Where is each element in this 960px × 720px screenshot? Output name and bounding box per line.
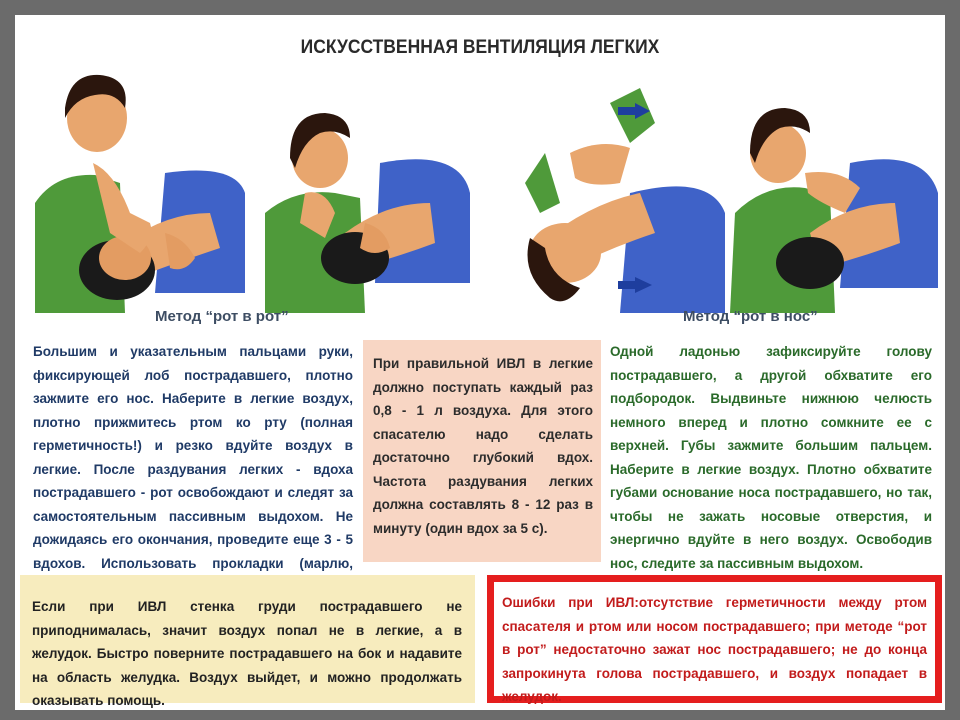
method-mouth-to-mouth-label: Метод “рот в рот” — [155, 308, 289, 325]
poster-title: ИСКУССТВЕННАЯ ВЕНТИЛЯЦИЯ ЛЕГКИХ — [300, 37, 660, 58]
stomach-air-note-box — [20, 575, 475, 708]
poster — [15, 15, 945, 710]
errors-text: Ошибки при ИВЛ:отсутствие герметичности между ртом спасателя и ртом или носом пострадавшего; при методе “рот в рот” недостаточно зажат нос пострадавшего; не до конца запрокинута голова пострадавшего, и воздух попадает в желудок. — [502, 595, 927, 704]
method-mouth-to-nose-label: Метод “рот в нос” — [683, 308, 818, 325]
illustration-mouth-to-mouth-1 — [35, 63, 245, 313]
mouth-to-mouth-instructions: Большим и указательным пальцами руки, фиксирующей лоб пострадавшего, плотно зажмите его нос. Наберите в легкие воздух, плотно прижмитесь ртом ко рту (полная герметичность!) и резко вдуйте воздух в легкие. После раздувания легких - вдоха пострадавшего - рот освобождают и следят за самостоятельным пассивным выдохом. Не дожидаясь его окончания, проведите еще 3 - 5 вдохов. Использовать прокладки (марлю, — [33, 344, 353, 571]
errors-box — [487, 575, 942, 703]
mouth-to-nose-instructions: Одной ладонью зафиксируйте голову пострадавшего, а другой обхватите его подбородок. Выдвиньте нижнюю челюсть немного вперед и плотно сомкните ее с верхней. Губы зажмите большим пальцем. Наберите в легкие воздух. Плотно обхватите губами основание носа пострадавшего, но так, чтобы не зажать носовые отверстия, и энергично вдуйте в него воздух. Освободив нос, следите за пассивным выдохом. — [610, 344, 932, 571]
ventilation-info-box — [363, 340, 601, 562]
ventilation-info-text: При правильной ИВЛ в легкие должно поступать каждый раз 0,8 - 1 л воздуха. Для этого спасателю надо сделать достаточно глубокий вдох. Частота раздувания легких должна составлять 8 - 12 раз в минуту (один вдох за 5 с). — [373, 356, 593, 536]
illustration-mouth-to-nose — [730, 63, 940, 313]
stomach-air-note-text: Если при ИВЛ стенка груди пострадавшего не приподнималась, значит воздух попал не в легкие, а в желудок. Быстро поверните пострадавшего на бок и надавите на область желудка. Воздух выйдет, и можно продолжать оказывать помощь. — [32, 599, 462, 708]
errors-box-inner — [494, 582, 935, 704]
illustration-mouth-to-mouth-2 — [265, 63, 475, 313]
illustration-head-tilt — [510, 63, 730, 313]
